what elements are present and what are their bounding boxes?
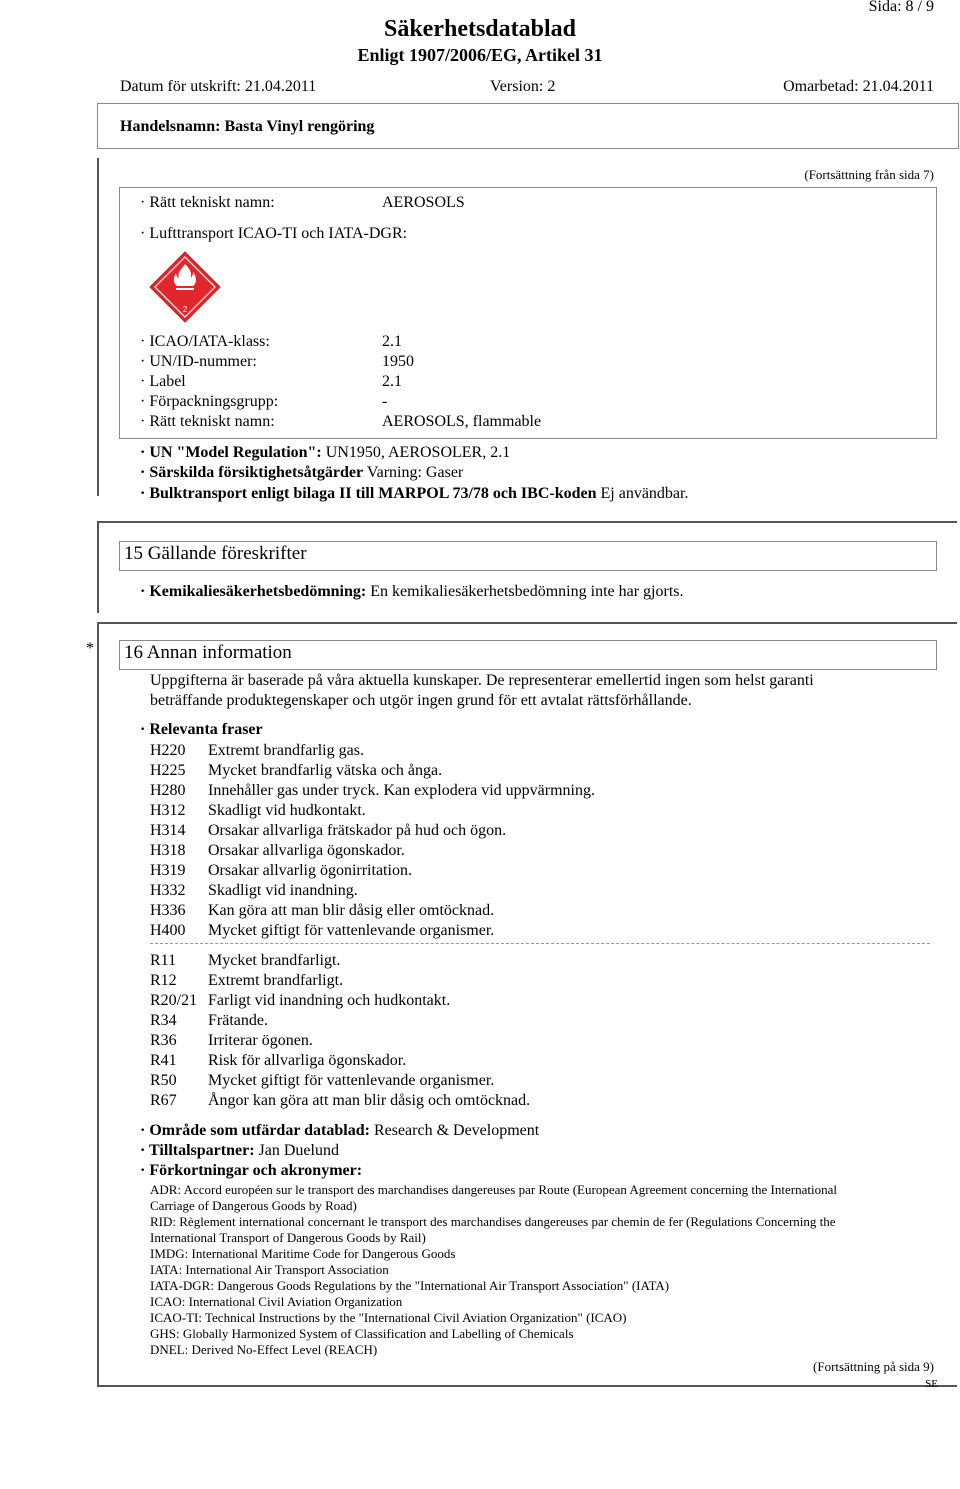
assessment-value: En kemikaliesäkerhetsbedömning inte har gjorts. (370, 583, 684, 600)
phrase-row (150, 951, 530, 971)
language-code: SE (925, 1378, 938, 1390)
phrase-row (150, 1071, 530, 1091)
contact-label: · Tilltalspartner: (140, 1142, 255, 1159)
print-date: Datum för utskrift: 21.04.2011 (120, 78, 317, 95)
label-label: · Label (140, 373, 186, 390)
continued-from: (Fortsättning från sida 7) (804, 167, 934, 182)
phrase-row (150, 861, 595, 881)
phrase-code: R20/21 (150, 992, 198, 1009)
contact (140, 1142, 339, 1160)
r-phrase-list (150, 951, 530, 1111)
phrase-code: H314 (150, 822, 186, 839)
packing-group-label: · Förpackningsgrupp: (140, 393, 279, 410)
phrase-text: Farligt vid inandning och hudkontakt. (208, 992, 451, 1009)
flammable-gas-hazard-icon (148, 250, 222, 324)
abbreviation-line: IMDG: International Maritime Code for Dangerous Goods (150, 1246, 456, 1261)
page-number: Sida: 8 / 9 (868, 0, 934, 15)
phrase-code: R34 (150, 1012, 177, 1029)
phrase-row (150, 1031, 530, 1051)
phrase-text: Skadligt vid hudkontakt. (208, 802, 366, 819)
abbreviations-label: · Förkortningar och akronymer: (140, 1162, 363, 1179)
phrase-divider (150, 943, 930, 944)
document-title: Säkerhetsdatablad (383, 16, 577, 42)
section15-heading: 15 Gällande föreskrifter (124, 543, 307, 564)
phrase-row (150, 901, 595, 921)
phrase-text: Skadligt vid inandning. (208, 882, 358, 899)
bulk-transport-value: Ej användbar. (600, 485, 689, 502)
phrase-row (150, 921, 595, 941)
abbreviation-line: International Transport of Dangerous Goods by Rail) (150, 1230, 426, 1245)
phrase-row (150, 841, 595, 861)
abbreviation-line: ICAO-TI: Technical Instructions by the "International Civil Aviation Organization" (ICAO) (150, 1310, 627, 1325)
phrase-code: H319 (150, 862, 186, 879)
revised-date: Omarbetad: 21.04.2011 (783, 78, 934, 95)
section16-top-rule (97, 622, 957, 624)
un-number-label: · UN/ID-nummer: (140, 353, 257, 370)
phrase-row (150, 1011, 530, 1031)
assessment-label: · Kemikaliesäkerhetsbedömning: (140, 583, 367, 600)
phrase-code: R36 (150, 1032, 177, 1049)
model-regulation (140, 444, 510, 462)
phrase-text: Kan göra att man blir dåsig eller omtöcknad. (208, 902, 495, 919)
phrase-code: R12 (150, 972, 177, 989)
contact-value: Jan Duelund (258, 1142, 339, 1159)
model-regulation-label: · UN "Model Regulation": (140, 444, 322, 461)
phrase-code: R11 (150, 952, 177, 969)
relevant-phrases-label: · Relevanta fraser (140, 721, 263, 738)
phrase-text: Orsakar allvarliga ögonskador. (208, 842, 405, 859)
proper-name2-value: AEROSOLS, flammable (382, 413, 542, 430)
phrase-text: Risk för allvarliga ögonskador. (208, 1052, 407, 1069)
trade-name: Handelsnamn: Basta Vinyl rengöring (120, 118, 375, 135)
abbreviation-list (150, 1182, 837, 1358)
phrase-text: Frätande. (208, 1012, 268, 1029)
phrase-row (150, 821, 595, 841)
section15-left-rule (97, 521, 99, 613)
phrase-row (150, 1091, 530, 1111)
label-value: 2.1 (382, 373, 402, 390)
proper-name-value: AEROSOLS (382, 194, 465, 211)
abbreviation-line: IATA-DGR: Dangerous Goods Regulations by the "International Air Transport Association" (IATA) (150, 1278, 670, 1293)
phrase-row (150, 1051, 530, 1071)
abbreviation-line: GHS: Globally Harmonized System of Classification and Labelling of Chemicals (150, 1326, 574, 1341)
special-precautions-label: · Särskilda försiktighetsåtgärder (140, 464, 364, 481)
packing-group-value: - (382, 393, 388, 410)
intro-line-2: beträffande produktegenskaper och utgör ingen grund för ett avtalat rättsförhållande. (150, 692, 692, 709)
phrase-code: H280 (150, 782, 186, 799)
abbreviation-line: DNEL: Derived No-Effect Level (REACH) (150, 1342, 378, 1357)
model-regulation-value: UN1950, AEROSOLER, 2.1 (325, 444, 511, 461)
phrase-row (150, 881, 595, 901)
phrase-row (150, 761, 595, 781)
phrase-row (150, 971, 530, 991)
hazard-class-number: 2 (182, 305, 188, 314)
phrase-code: H225 (150, 762, 186, 779)
phrase-code: R67 (150, 1092, 177, 1109)
un-number-value: 1950 (382, 353, 414, 370)
phrase-text: Orsakar allvarlig ögonirritation. (208, 862, 412, 879)
phrase-code: H220 (150, 742, 186, 759)
issuer-label: · Område som utfärdar datablad: (140, 1122, 370, 1139)
h-phrase-list (150, 741, 595, 941)
phrase-code: R41 (150, 1052, 177, 1069)
air-transport-heading: · Lufttransport ICAO-TI och IATA-DGR: (140, 225, 408, 242)
phrase-row (150, 741, 595, 761)
phrase-text: Mycket brandfarligt. (208, 952, 341, 969)
phrase-text: Orsakar allvarliga frätskador på hud och ögon. (208, 822, 507, 839)
bulk-transport-label: · Bulktransport enligt bilaga II till MARPOL 73/78 och IBC-koden (140, 485, 597, 502)
bulk-transport (140, 485, 688, 503)
abbreviation-line: ICAO: International Civil Aviation Organization (150, 1294, 403, 1309)
phrase-text: Mycket brandfarlig vätska och ånga. (208, 762, 443, 779)
phrase-text: Mycket giftigt för vattenlevande organismer. (208, 1072, 495, 1089)
phrase-code: H400 (150, 922, 186, 939)
special-precautions (140, 464, 463, 482)
abbreviation-line: Carriage of Dangerous Goods by Road) (150, 1198, 357, 1213)
phrase-text: Innehåller gas under tryck. Kan explodera vid uppvärmning. (208, 782, 595, 799)
issuer-value: Research & Development (373, 1122, 540, 1139)
chemical-safety-assessment (140, 583, 683, 601)
version: Version: 2 (490, 78, 556, 95)
icao-class-value: 2.1 (382, 333, 402, 350)
phrase-text: Mycket giftigt för vattenlevande organismer. (208, 922, 495, 939)
special-precautions-value: Varning: Gaser (366, 464, 464, 481)
section16-left-rule (97, 622, 99, 1386)
phrase-row (150, 781, 595, 801)
proper-name2-label: · Rätt tekniskt namn: (140, 413, 275, 430)
footer-rule (97, 1385, 957, 1387)
abbreviation-line: ADR: Accord européen sur le transport des marchandises dangereuses par Route (European Agreement concerning the International (150, 1182, 837, 1197)
phrase-code: R50 (150, 1072, 177, 1089)
phrase-row (150, 801, 595, 821)
section16-heading: 16 Annan information (124, 642, 292, 663)
phrase-text: Extremt brandfarlig gas. (208, 742, 364, 759)
proper-name-label: · Rätt tekniskt namn: (140, 194, 275, 211)
section-rule (97, 158, 99, 496)
abbreviation-line: RID: Règlement international concernant le transport des marchandises dangereuses par chemin de fer (Regulations Concerning the (150, 1214, 836, 1229)
phrase-text: Extremt brandfarligt. (208, 972, 344, 989)
phrase-text: Ångor kan göra att man blir dåsig och omtöcknad. (208, 1092, 531, 1109)
abbreviation-line: IATA: International Air Transport Association (150, 1262, 389, 1277)
phrase-code: H336 (150, 902, 186, 919)
icao-class-label: · ICAO/IATA-klass: (140, 333, 270, 350)
phrase-code: H312 (150, 802, 186, 819)
revision-star: * (86, 640, 94, 657)
document-subtitle: Enligt 1907/2006/EG, Artikel 31 (357, 45, 603, 65)
phrase-code: H332 (150, 882, 186, 899)
intro-line-1: Uppgifterna är baserade på våra aktuella kunskaper. De representerar emellertid ingen som helst garanti (150, 672, 814, 689)
phrase-row (150, 991, 530, 1011)
issuer (140, 1122, 539, 1140)
section15-top-rule (97, 521, 957, 523)
phrase-code: H318 (150, 842, 186, 859)
phrase-text: Irriterar ögonen. (208, 1032, 313, 1049)
continued-on: (Fortsättning på sida 9) (813, 1359, 934, 1374)
